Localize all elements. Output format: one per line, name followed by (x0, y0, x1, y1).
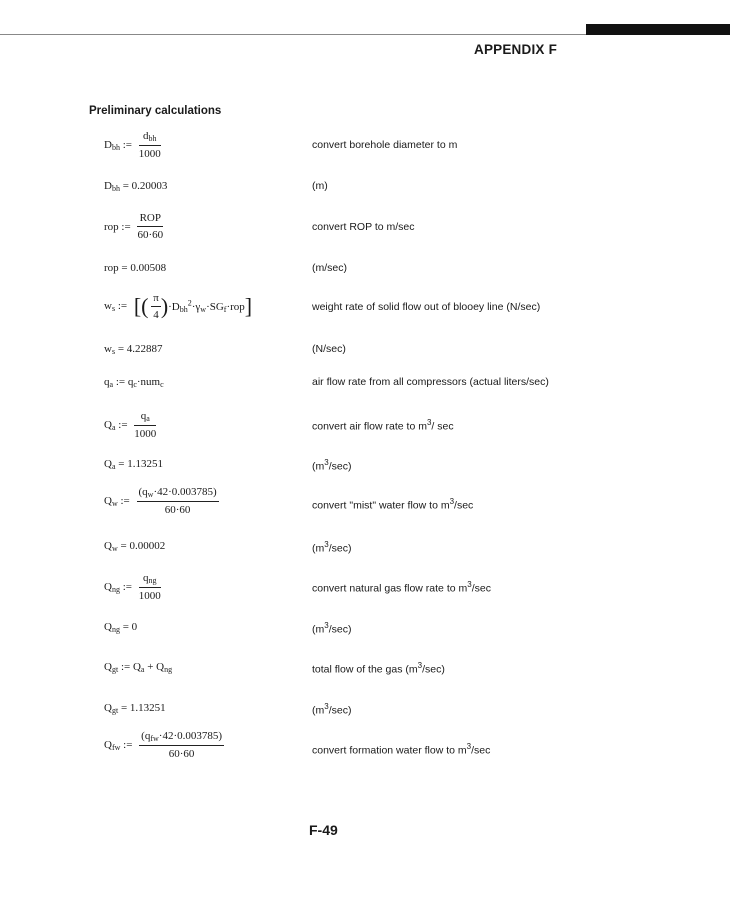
equation-Qfw-def: $Q_{fw}$ := $\frac{(q_{fw}\cdot 42\cdot 0.003785)}{60\cdot 60}$ (104, 730, 223, 760)
equation-Qa-value: $Q_a = 1.13251$ (104, 458, 163, 471)
row-description: (N/sec) (312, 343, 346, 355)
equation-qa-def: $q_a$ := $q_c\cdot num_c$ (104, 376, 164, 389)
row-description: convert ROP to m/sec (312, 221, 415, 233)
row-description: $(m^3/\sec)$ (312, 621, 352, 636)
row-description: convert natural gas flow rate to $m^3/\sec$ (312, 580, 491, 595)
row-description: total flow of the gas $(m^3/\sec)$ (312, 661, 445, 676)
fraction: $\frac{q_a}{1000}$ (134, 410, 157, 440)
equation-rop-def: rop := $\frac{\text{ROP}}{60\cdot 60}$ (104, 212, 164, 241)
row-description: $(m^3/\sec)$ (312, 540, 352, 555)
equation-ws-value: $w_s = 4.22887$ (104, 343, 163, 356)
section-title: Preliminary calculations (89, 105, 222, 117)
fraction: $\frac{\text{ROP}}{60\cdot 60}$ (137, 212, 164, 241)
fraction: $\frac{\pi}{4}$ (153, 292, 159, 321)
row-description: convert air flow rate to $m^3/$ sec (312, 418, 454, 433)
equation-rop-value: rop = 0.00508 (104, 262, 167, 274)
row-description: convert borehole diameter to m (312, 139, 458, 151)
equation-Qgt-def: $Q_{gt}$ := $Q_a + Q_{ng}$ (104, 661, 173, 674)
page-number: F-49 (309, 822, 338, 838)
header-bar (586, 24, 730, 35)
equation-ws-def: $w_s$ := [( $\frac{\pi}{4}$ )$\cdot D_{bh}^2\cdot\gamma_w\cdot SG_f\cdot rop$] (104, 292, 253, 321)
equation-Qw-value: $Q_w = 0.00002$ (104, 540, 166, 553)
row-description: convert "mist" water flow to $m^3/\sec$ (312, 497, 474, 512)
fraction: $\frac{d_{bh}}{1000}$ (138, 130, 161, 160)
row-description: $(m^3/\sec)$ (312, 458, 352, 473)
row-description: weight rate of solid flow out of blooey line (N/sec) (312, 301, 541, 313)
appendix-label: APPENDIX F (474, 42, 558, 57)
row-description: (m/sec) (312, 262, 347, 274)
equation-Qa-def: $Q_a$ := $\frac{q_a}{1000}$ (104, 410, 157, 440)
equation-Qw-def: $Q_w$ := $\frac{(q_w\cdot 42\cdot 0.003785)}{60\cdot 60}$ (104, 486, 217, 516)
equation-dbh-value: $D_{bh} = 0.20003$ (104, 180, 168, 193)
equation-Qng-def: $Q_{ng}$ := $\frac{q_{ng}}{1000}$ (104, 572, 161, 602)
row-description: convert formation water flow to $m^3/\sec$ (312, 742, 491, 757)
fraction: $\frac{(q_{fw}\cdot 42\cdot 0.003785)}{60\cdot 60}$ (141, 730, 223, 760)
row-description: air flow rate from all compressors (actual liters/sec) (312, 376, 549, 388)
row-description: $(m^3/\sec)$ (312, 702, 352, 717)
fraction: $\frac{q_{ng}}{1000}$ (138, 572, 161, 602)
equation-dbh-def: $D_{bh}$ := $\frac{d_{bh}}{1000}$ (104, 130, 161, 160)
row-description: (m) (312, 180, 328, 192)
equation-Qng-value: $Q_{ng} = 0$ (104, 621, 138, 634)
equation-Qgt-value: $Q_{gt} = 1.13251$ (104, 702, 166, 715)
fraction: $\frac{(q_w\cdot 42\cdot 0.003785)}{60\cdot 60}$ (138, 486, 217, 516)
